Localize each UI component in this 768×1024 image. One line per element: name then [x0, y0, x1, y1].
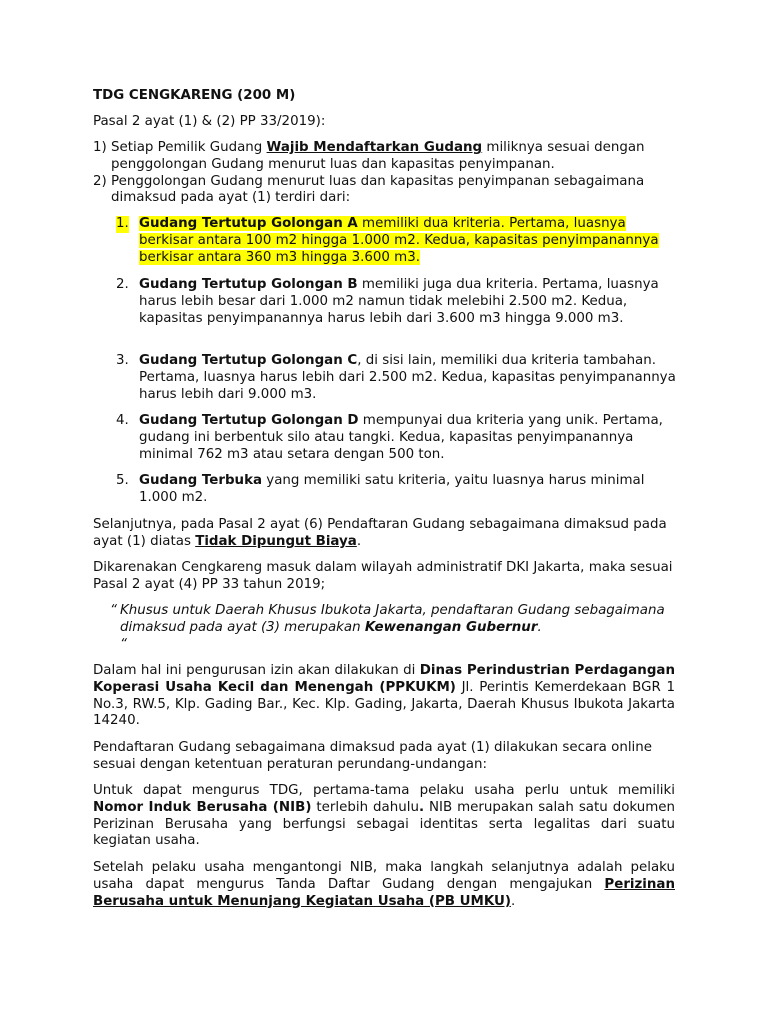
quote-open-mark: “ — [110, 603, 117, 618]
category-desc: , di sisi lain, memiliki dua kriteria tambahan. Pertama, luasnya harus lebih dari 2.500 m2. Kedua, kapasitas penyimpanannya harus lebih dari 9.000 m3. — [139, 353, 676, 402]
point-number: 2) — [93, 173, 107, 189]
quote-emphasis: Kewenangan Gubernur — [364, 619, 538, 635]
category-name: Gudang Tertutup Golongan C — [139, 353, 358, 368]
category-number: 5. — [116, 473, 129, 488]
paragraph-umku: Setelah pelaku usaha mengantongi NIB, maka langkah selanjutnya adalah pelaku usaha dapat mengurus Tanda Daftar Gudang dengan mengajukan Perizinan Berusaha untuk Menunjang Kegiatan Usaha (PB UMKU). — [93, 860, 675, 909]
category-item-3 — [116, 353, 676, 403]
paragraph-nib: Untuk dapat mengurus TDG, pertama-tama pelaku usaha perlu untuk memiliki Nomor Induk Berusaha (NIB) terlebih dahulu. NIB merupakan salah satu dokumen Perizinan Berusaha yang berfungsi sebagai identitas serta legalitas dari suatu kegiatan usaha. — [93, 783, 676, 849]
category-number: 2. — [116, 277, 129, 292]
category-name: Gudang Tertutup Golongan D — [139, 413, 359, 428]
category-name: Gudang Tertutup Golongan A — [139, 216, 358, 231]
quote-block — [110, 603, 675, 653]
quote-text: Khusus untuk Daerah Khusus Ibukota Jakarta, pendaftaran Gudang sebagaimana dimaksud pada ayat (3) merupakan Kewenangan Gubernur. “ — [120, 603, 665, 652]
point-text: Penggolongan Gudang menurut luas dan kapasitas penyimpanan sebagaimana dimaksud pada ayat (1) terdiri dari: — [111, 173, 645, 206]
point-number: 1) — [93, 140, 107, 155]
paragraph-online: Pendaftaran Gudang sebagaimana dimaksud pada ayat (1) dilakukan secara online sesuai dengan ketentuan peraturan perundang-undangan: — [93, 740, 652, 772]
quote-close-mark: “ — [120, 636, 127, 652]
emphasis-nib: Nomor Induk Berusaha (NIB) — [93, 799, 312, 815]
paragraph-dinas: Dalam hal ini pengurusan izin akan dilakukan di Dinas Perindustrian Perdagangan Koperasi Usaha Kecil dan Menengah (PPKUKM) Jl. Perintis Kemerdekaan BGR 1 No.3, RW.5, Klp. Gading Bar., Kec. Klp. Gading, Jakarta, Daerah Khusus Ibukota Jakarta 14240. — [93, 663, 675, 729]
category-desc: memiliki dua kriteria. Pertama, luasnya berkisar antara 100 m2 hingga 1.000 m2. Kedua, kapasitas penyimpanannya berkisar antara 360 m3 hingga 3.600 m3. — [139, 216, 659, 265]
point-emphasis: Wajib Mendaftarkan Gudang — [266, 140, 483, 155]
category-desc: yang memiliki satu kriteria, yaitu luasnya harus minimal 1.000 m2. — [139, 473, 645, 505]
category-number: 4. — [116, 413, 129, 428]
document-title: TDG CENGKARENG (200 M) — [93, 88, 296, 103]
pasal-intro: Pasal 2 ayat (1) & (2) PP 33/2019): — [93, 114, 326, 129]
category-item-5 — [116, 473, 676, 507]
point-text: miliknya sesuai dengan penggolongan Gudang menurut luas dan kapasitas penyimpanan. — [111, 140, 645, 172]
category-item-2 — [116, 277, 676, 327]
emphasis-pb-umku: Perizinan Berusaha untuk Menunjang Kegiatan Usaha (PB UMKU) — [93, 876, 675, 909]
pasal-point-1 — [93, 140, 675, 174]
point-text: Setiap Pemilik Gudang — [111, 140, 267, 155]
paragraph-dki: Dikarenakan Cengkareng masuk dalam wilayah administratif DKI Jakarta, maka sesuai Pasal 2 ayat (4) PP 33 tahun 2019; — [93, 560, 673, 592]
pasal-points — [93, 140, 675, 207]
category-desc: memiliki juga dua kriteria. Pertama, luasnya harus lebih besar dari 1.000 m2 namun tidak melebihi 2.500 m2. Kedua, kapasitas penyimpanannya harus lebih dari 3.600 m3 hingga 9.000 m3. — [139, 277, 659, 326]
category-number: 3. — [116, 353, 129, 368]
category-item-1 — [116, 216, 676, 266]
category-name: Gudang Terbuka — [139, 473, 263, 488]
paragraph-pasal6: Selanjutnya, pada Pasal 2 ayat (6) Pendaftaran Gudang sebagaimana dimaksud pada ayat (1) diatas Tidak Dipungut Biaya. — [93, 517, 667, 549]
emphasis-tidak-dipungut-biaya: Tidak Dipungut Biaya — [195, 533, 357, 549]
emphasis-dinas: Dinas Perindustrian Perdagangan Koperasi Usaha Kecil dan Menengah (PPKUKM) — [93, 663, 675, 695]
category-number: 1. — [116, 216, 129, 231]
category-name: Gudang Tertutup Golongan B — [139, 277, 358, 292]
category-item-4 — [116, 413, 676, 463]
pasal-point-2 — [93, 174, 675, 208]
category-desc: mempunyai dua kriteria yang unik. Pertama, gudang ini berbentuk silo atau tangki. Kedua, kapasitas penyimpanannya minimal 762 m3 atau setara dengan 500 ton. — [139, 413, 663, 462]
